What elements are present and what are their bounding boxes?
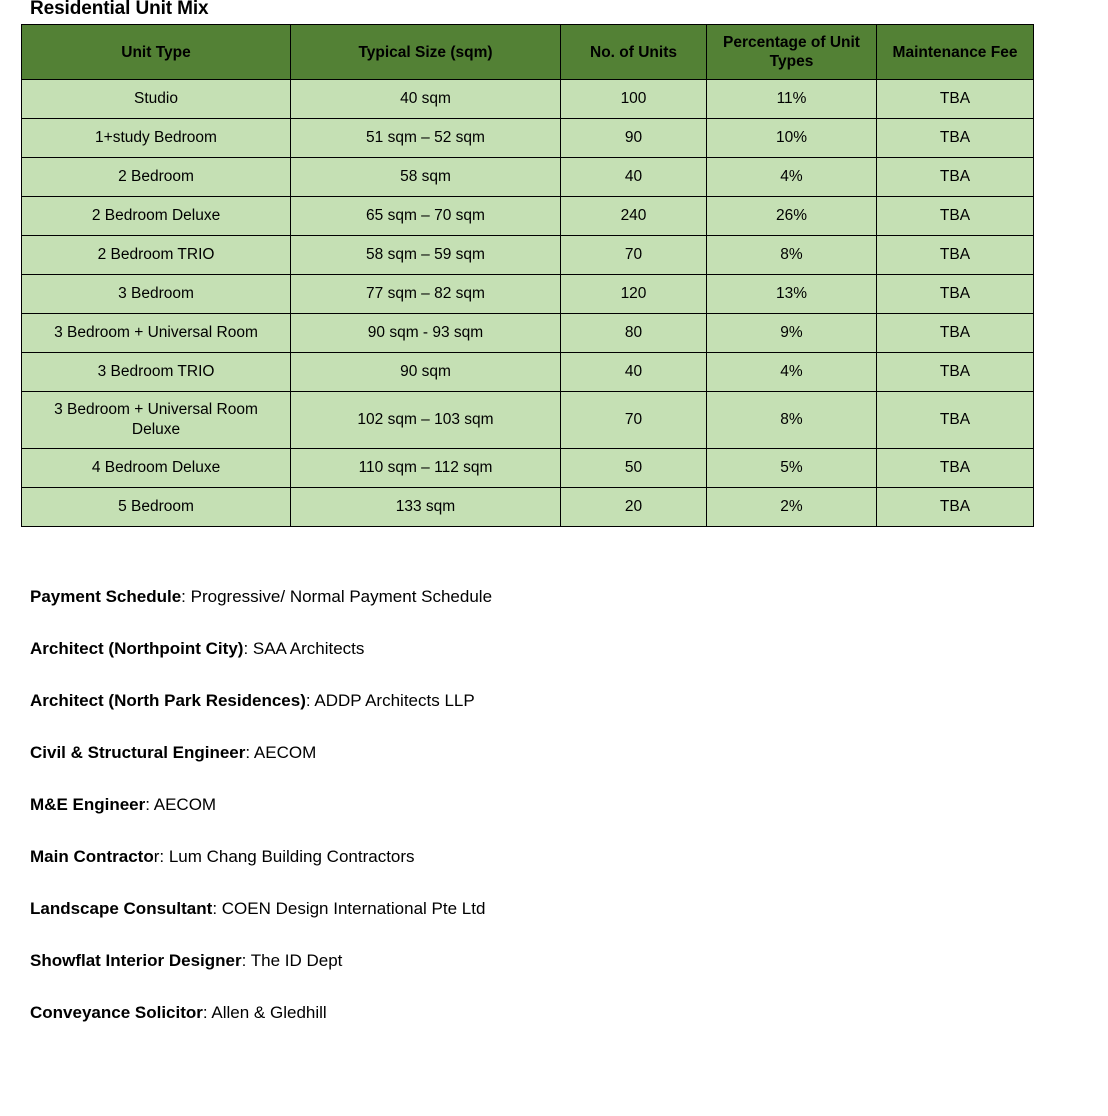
- project-details-list: [30, 586, 1070, 1054]
- table-row: [22, 158, 1034, 197]
- cell-percentage: 5%: [707, 449, 877, 488]
- cell-percentage: 13%: [707, 275, 877, 314]
- cell-percentage: 8%: [707, 236, 877, 275]
- cell-maintenance-fee: TBA: [877, 236, 1034, 275]
- cell-typical-size: 133 sqm: [291, 488, 561, 527]
- detail-line: [30, 742, 1070, 764]
- column-header-maintenance-fee: Maintenance Fee: [877, 25, 1034, 80]
- cell-no-of-units: 50: [561, 449, 707, 488]
- cell-typical-size: 51 sqm – 52 sqm: [291, 119, 561, 158]
- cell-typical-size: 40 sqm: [291, 80, 561, 119]
- cell-percentage: 8%: [707, 392, 877, 449]
- cell-typical-size: 58 sqm – 59 sqm: [291, 236, 561, 275]
- cell-unit-type: 3 Bedroom TRIO: [22, 353, 291, 392]
- table-row: [22, 392, 1034, 449]
- cell-no-of-units: 80: [561, 314, 707, 353]
- cell-unit-type: 5 Bedroom: [22, 488, 291, 527]
- cell-typical-size: 65 sqm – 70 sqm: [291, 197, 561, 236]
- cell-maintenance-fee: TBA: [877, 449, 1034, 488]
- cell-percentage: 2%: [707, 488, 877, 527]
- detail-line: [30, 586, 1070, 608]
- cell-typical-size: 110 sqm – 112 sqm: [291, 449, 561, 488]
- detail-label: Showflat Interior Designer: [30, 951, 242, 970]
- cell-no-of-units: 20: [561, 488, 707, 527]
- detail-value: : COEN Design International Pte Ltd: [212, 899, 486, 918]
- table-row: [22, 275, 1034, 314]
- cell-no-of-units: 40: [561, 353, 707, 392]
- cell-unit-type: 2 Bedroom TRIO: [22, 236, 291, 275]
- detail-value: : Allen & Gledhill: [202, 1003, 327, 1022]
- cell-unit-type: 2 Bedroom: [22, 158, 291, 197]
- table-row: [22, 488, 1034, 527]
- detail-value: r: Lum Chang Building Contractors: [153, 847, 415, 866]
- table-row: [22, 236, 1034, 275]
- detail-line: [30, 638, 1070, 660]
- page-title: Residential Unit Mix: [30, 0, 209, 19]
- detail-value: : SAA Architects: [243, 639, 365, 658]
- cell-maintenance-fee: TBA: [877, 197, 1034, 236]
- cell-maintenance-fee: TBA: [877, 488, 1034, 527]
- detail-value: : AECOM: [245, 743, 317, 762]
- cell-percentage: 11%: [707, 80, 877, 119]
- detail-line: [30, 846, 1070, 868]
- cell-no-of-units: 100: [561, 80, 707, 119]
- residential-unit-mix-table: [21, 24, 1034, 527]
- cell-maintenance-fee: TBA: [877, 80, 1034, 119]
- cell-no-of-units: 40: [561, 158, 707, 197]
- cell-percentage: 4%: [707, 353, 877, 392]
- cell-percentage: 10%: [707, 119, 877, 158]
- cell-typical-size: 102 sqm – 103 sqm: [291, 392, 561, 449]
- column-header-no-of-units: No. of Units: [561, 25, 707, 80]
- detail-label: M&E Engineer: [30, 795, 146, 814]
- table-row: [22, 314, 1034, 353]
- cell-percentage: 26%: [707, 197, 877, 236]
- cell-typical-size: 58 sqm: [291, 158, 561, 197]
- column-header-unit-type: Unit Type: [22, 25, 291, 80]
- table-header: [22, 25, 1034, 80]
- table-header-row: [22, 25, 1034, 80]
- table-row: [22, 197, 1034, 236]
- detail-label: Conveyance Solicitor: [30, 1003, 203, 1022]
- detail-value: : Progressive/ Normal Payment Schedule: [181, 587, 493, 606]
- detail-value: : ADDP Architects LLP: [305, 691, 475, 710]
- cell-no-of-units: 70: [561, 236, 707, 275]
- detail-label: Architect (North Park Residences): [30, 691, 306, 710]
- detail-label: Payment Schedule: [30, 587, 182, 606]
- cell-no-of-units: 70: [561, 392, 707, 449]
- cell-no-of-units: 240: [561, 197, 707, 236]
- cell-unit-type: 3 Bedroom + Universal Room: [22, 314, 291, 353]
- detail-line: [30, 690, 1070, 712]
- detail-label: Landscape Consultant: [30, 899, 213, 918]
- cell-maintenance-fee: TBA: [877, 158, 1034, 197]
- table-body: [22, 80, 1034, 527]
- detail-line: [30, 794, 1070, 816]
- cell-maintenance-fee: TBA: [877, 119, 1034, 158]
- detail-value: : AECOM: [145, 795, 217, 814]
- cell-unit-type: 3 Bedroom + Universal Room Deluxe: [22, 392, 291, 449]
- detail-label: Main Contracto: [30, 847, 154, 866]
- cell-percentage: 4%: [707, 158, 877, 197]
- column-header-typical-size: Typical Size (sqm): [291, 25, 561, 80]
- detail-line: [30, 1002, 1070, 1024]
- cell-typical-size: 77 sqm – 82 sqm: [291, 275, 561, 314]
- detail-line: [30, 898, 1070, 920]
- table-row: [22, 80, 1034, 119]
- cell-maintenance-fee: TBA: [877, 275, 1034, 314]
- detail-value: : The ID Dept: [241, 951, 343, 970]
- table-row: [22, 353, 1034, 392]
- cell-unit-type: Studio: [22, 80, 291, 119]
- cell-unit-type: 2 Bedroom Deluxe: [22, 197, 291, 236]
- detail-label: Civil & Structural Engineer: [30, 743, 246, 762]
- cell-maintenance-fee: TBA: [877, 392, 1034, 449]
- cell-no-of-units: 120: [561, 275, 707, 314]
- cell-percentage: 9%: [707, 314, 877, 353]
- table-row: [22, 449, 1034, 488]
- cell-unit-type: 1+study Bedroom: [22, 119, 291, 158]
- cell-maintenance-fee: TBA: [877, 353, 1034, 392]
- cell-no-of-units: 90: [561, 119, 707, 158]
- cell-unit-type: 3 Bedroom: [22, 275, 291, 314]
- detail-line: [30, 950, 1070, 972]
- column-header-percentage: Percentage of Unit Types: [707, 25, 877, 80]
- detail-label: Architect (Northpoint City): [30, 639, 244, 658]
- cell-typical-size: 90 sqm: [291, 353, 561, 392]
- cell-unit-type: 4 Bedroom Deluxe: [22, 449, 291, 488]
- cell-typical-size: 90 sqm - 93 sqm: [291, 314, 561, 353]
- cell-maintenance-fee: TBA: [877, 314, 1034, 353]
- table-row: [22, 119, 1034, 158]
